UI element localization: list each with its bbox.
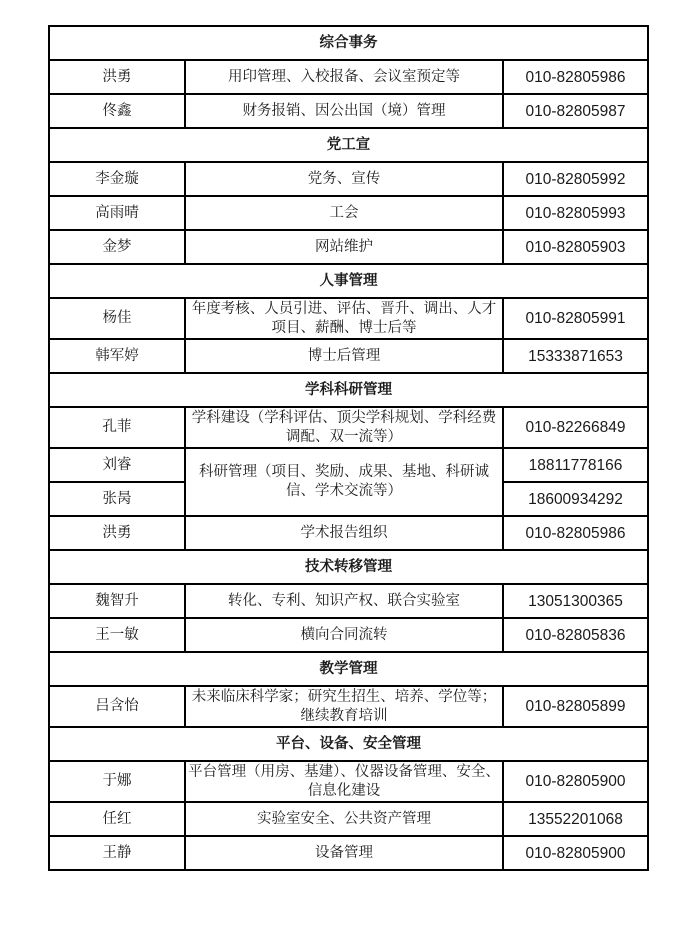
staff-duty: 学术报告组织 [185, 516, 503, 550]
staff-name: 于娜 [49, 761, 185, 802]
staff-phone: 010-82805836 [503, 618, 648, 652]
section-title: 教学管理 [49, 652, 648, 686]
table-row [49, 516, 648, 550]
staff-phone: 010-82805987 [503, 94, 648, 128]
staff-phone: 010-82805900 [503, 836, 648, 870]
staff-duty: 年度考核、人员引进、评估、晋升、调出、人才项目、薪酬、博士后等 [185, 298, 503, 339]
section-title: 人事管理 [49, 264, 648, 298]
staff-duty-shared: 科研管理（项目、奖励、成果、基地、科研诚信、学术交流等） [185, 448, 503, 516]
staff-name: 孔菲 [49, 407, 185, 448]
contact-directory-table [48, 25, 649, 871]
staff-duty: 未来临床科学家；研究生招生、培养、学位等；继续教育培训 [185, 686, 503, 727]
staff-phone: 18600934292 [503, 482, 648, 516]
section-header-tech-transfer [49, 550, 648, 584]
staff-name: 洪勇 [49, 60, 185, 94]
table-row [49, 836, 648, 870]
staff-name: 魏智升 [49, 584, 185, 618]
section-header-general-affairs [49, 26, 648, 60]
staff-duty: 党务、宣传 [185, 162, 503, 196]
staff-name: 任红 [49, 802, 185, 836]
table-row [49, 162, 648, 196]
table-row [49, 60, 648, 94]
staff-name: 金梦 [49, 230, 185, 264]
staff-duty: 用印管理、入校报备、会议室预定等 [185, 60, 503, 94]
table-row [49, 407, 648, 448]
staff-duty: 工会 [185, 196, 503, 230]
staff-name: 杨佳 [49, 298, 185, 339]
table-row [49, 686, 648, 727]
table-row [49, 448, 648, 482]
staff-phone: 010-82805986 [503, 516, 648, 550]
section-header-platform-safety [49, 727, 648, 761]
staff-duty: 实验室安全、公共资产管理 [185, 802, 503, 836]
table-row [49, 584, 648, 618]
staff-duty: 横向合同流转 [185, 618, 503, 652]
table-row [49, 230, 648, 264]
table-row [49, 618, 648, 652]
section-header-party-affairs [49, 128, 648, 162]
staff-phone: 010-82805993 [503, 196, 648, 230]
table-row [49, 761, 648, 802]
staff-phone: 010-82805899 [503, 686, 648, 727]
section-title: 党工宣 [49, 128, 648, 162]
staff-name: 王一敏 [49, 618, 185, 652]
section-header-research [49, 373, 648, 407]
staff-phone: 010-82805991 [503, 298, 648, 339]
staff-name: 吕含怡 [49, 686, 185, 727]
staff-duty: 博士后管理 [185, 339, 503, 373]
section-title: 平台、设备、安全管理 [49, 727, 648, 761]
staff-name: 佟鑫 [49, 94, 185, 128]
staff-duty: 转化、专利、知识产权、联合实验室 [185, 584, 503, 618]
table-row [49, 298, 648, 339]
staff-phone: 010-82266849 [503, 407, 648, 448]
staff-phone: 010-82805986 [503, 60, 648, 94]
staff-duty: 学科建设（学科评估、顶尖学科规划、学科经费调配、双一流等） [185, 407, 503, 448]
section-header-teaching [49, 652, 648, 686]
staff-name: 韩军婷 [49, 339, 185, 373]
section-title: 学科科研管理 [49, 373, 648, 407]
table-row [49, 196, 648, 230]
staff-duty: 设备管理 [185, 836, 503, 870]
staff-phone: 010-82805992 [503, 162, 648, 196]
staff-duty: 平台管理（用房、基建）、仪器设备管理、安全、信息化建设 [185, 761, 503, 802]
staff-phone: 18811778166 [503, 448, 648, 482]
staff-name: 王静 [49, 836, 185, 870]
staff-name: 刘睿 [49, 448, 185, 482]
section-title: 技术转移管理 [49, 550, 648, 584]
table-row [49, 802, 648, 836]
section-header-hr [49, 264, 648, 298]
section-title: 综合事务 [49, 26, 648, 60]
staff-phone: 13051300365 [503, 584, 648, 618]
table-row [49, 339, 648, 373]
staff-duty: 网站维护 [185, 230, 503, 264]
staff-phone: 13552201068 [503, 802, 648, 836]
staff-phone: 010-82805903 [503, 230, 648, 264]
staff-name: 洪勇 [49, 516, 185, 550]
staff-name: 李金璇 [49, 162, 185, 196]
staff-phone: 15333871653 [503, 339, 648, 373]
staff-name: 高雨晴 [49, 196, 185, 230]
table-row [49, 94, 648, 128]
staff-duty: 财务报销、因公出国（境）管理 [185, 94, 503, 128]
staff-phone: 010-82805900 [503, 761, 648, 802]
staff-name: 张昺 [49, 482, 185, 516]
